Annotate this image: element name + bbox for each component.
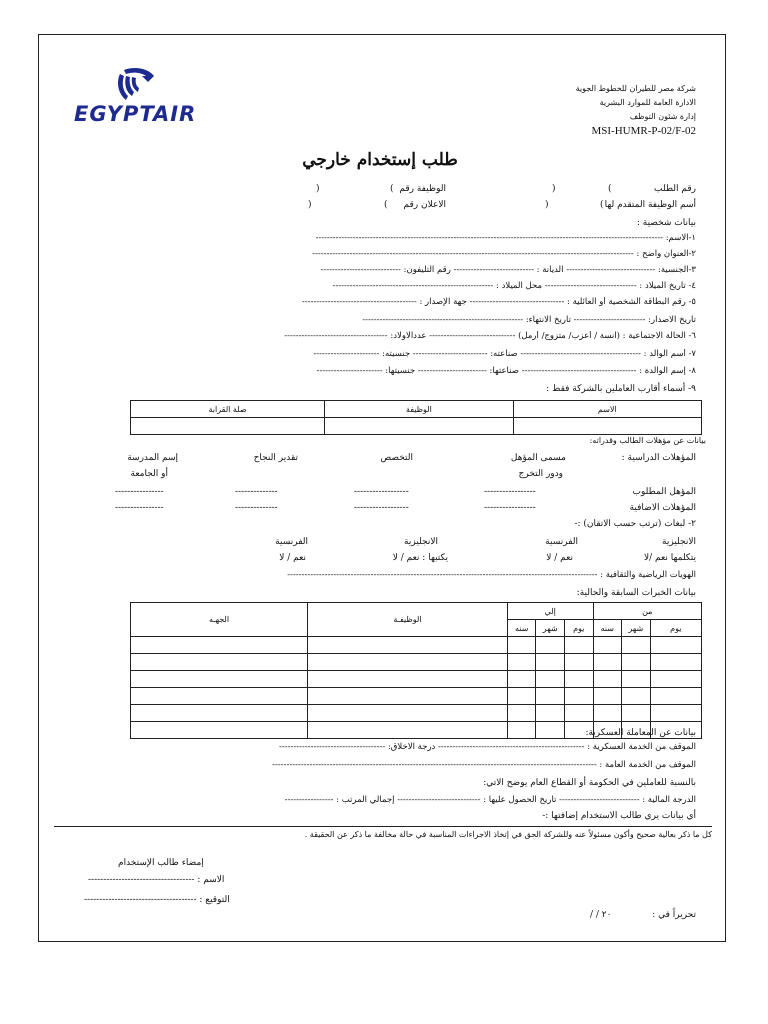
id-card-field[interactable]: ---------------------------------: [469, 297, 565, 307]
exp-cell[interactable]: [308, 688, 508, 705]
additional-field-2[interactable]: ------------------: [354, 503, 409, 513]
exp-cell[interactable]: [131, 722, 308, 739]
military-status-field[interactable]: ---------------------------------------------------: [438, 742, 585, 752]
lang-en-1: الانجليزية: [662, 537, 696, 547]
declaration: كل ما ذكر بعالية صحيح وأكون مسئولاً عنه وللشركة الحق في إتخاذ الاجراءات المناسبة في حالة مخالفة ما ذكر عن الحقيقة .: [304, 830, 712, 839]
exp-cell[interactable]: [507, 637, 536, 654]
row-nationality: [100, 265, 696, 281]
salary-field[interactable]: -----------------: [284, 795, 334, 805]
financial-grade-field[interactable]: ----------------------------: [559, 795, 640, 805]
exp-cell[interactable]: [564, 705, 593, 722]
nationality-label: ٣-الجنسية:: [657, 265, 696, 275]
row-mother: [100, 366, 696, 382]
company-header: [576, 82, 696, 138]
issuer-label: جهة الإصدار :: [419, 297, 467, 307]
exp-cell[interactable]: [622, 688, 651, 705]
nationality-field[interactable]: -------------------------------: [566, 265, 656, 275]
exp-cell[interactable]: [622, 705, 651, 722]
required-field-2[interactable]: ------------------: [354, 487, 409, 497]
gov-heading: بالنسبة للعاملين في الحكومة أو القطاع العام يوضح الاتي:: [483, 778, 696, 788]
father-nat-label: جنسيته:: [382, 349, 411, 359]
father-field[interactable]: ------------------------------------------: [520, 349, 641, 359]
exp-cell[interactable]: [131, 671, 308, 688]
exp-cell[interactable]: [308, 722, 508, 739]
exp-cell[interactable]: [593, 654, 622, 671]
military-heading: بيانات عن المعاملة العسكرية:: [585, 728, 696, 738]
personal-heading: بيانات شخصية :: [636, 218, 696, 228]
exp-cell[interactable]: [308, 654, 508, 671]
grade-date-label: تاريخ الحصول عليها :: [483, 795, 557, 805]
date-field[interactable]: / / ٢٠: [590, 910, 612, 920]
required-label: المؤهل المطلوب: [632, 487, 696, 497]
additional-field-1[interactable]: -----------------: [484, 503, 536, 513]
children-field[interactable]: ------------------------------------: [284, 331, 388, 341]
rel-col-relation: صلة القرابة: [131, 401, 325, 418]
exp-cell[interactable]: [564, 671, 593, 688]
sig-name-field[interactable]: -----------------------------------: [88, 875, 195, 885]
phone-field[interactable]: ----------------------------: [320, 265, 401, 275]
ad-no-open: (: [384, 200, 388, 210]
col-grad-date: ودور التخرج: [518, 469, 563, 479]
required-field-1[interactable]: -----------------: [484, 487, 536, 497]
row-military: [110, 742, 696, 758]
religion-label: الديانة :: [536, 265, 564, 275]
exp-cell[interactable]: [536, 688, 565, 705]
birth-date-field[interactable]: --------------------------------: [544, 281, 637, 291]
exp-cell[interactable]: [536, 654, 565, 671]
rel-cell[interactable]: [131, 418, 325, 435]
col-qual-name: مسمى المؤهل: [510, 453, 566, 463]
qual-heading: بيانات عن مؤهلات الطالب وقدراته:: [589, 436, 706, 445]
separator-line: [54, 826, 712, 827]
mother-field[interactable]: ----------------------------------------: [521, 366, 637, 376]
request-no-close: ): [552, 184, 556, 194]
col-school: إسم المدرسة: [127, 453, 178, 463]
sig-sign-row: [84, 895, 230, 905]
exp-cell[interactable]: [507, 688, 536, 705]
exp-to-month: شهر: [536, 620, 565, 637]
company-line1: شركة مصر للطيران للخطوط الجوية: [575, 84, 696, 93]
issuer-field[interactable]: ----------------------------------------: [301, 297, 417, 307]
lang-en-2: الانجليزية: [404, 537, 438, 547]
exp-from-month: شهر: [622, 620, 651, 637]
company-line2: الادارة العامة للموارد البشرية: [599, 98, 696, 107]
exp-to-year: سنه: [507, 620, 536, 637]
experience-heading: بيانات الخبرات السابقة والحالية:: [576, 588, 696, 598]
job-no-close: ): [316, 184, 320, 194]
company-line3: إدارة شئون التوظف: [629, 112, 696, 121]
exp-cell[interactable]: [622, 671, 651, 688]
row-financial: [100, 795, 696, 811]
father-label: ٧- أسم الوالد :: [643, 349, 696, 359]
signature-label: إمضاء طالب الإستخدام: [118, 858, 204, 868]
name-field[interactable]: -------------------------------------------------------------------------------------------------------------------------: [315, 233, 663, 243]
exp-cell[interactable]: [131, 637, 308, 654]
mother-nat-label: جنسيتها:: [385, 366, 416, 376]
col-grade: تقدير النجاح: [253, 453, 298, 463]
exp-from-day: يوم: [650, 620, 701, 637]
children-label: عددالاولاد:: [390, 331, 427, 341]
exp-job: الوظيفـة: [308, 603, 508, 637]
job-applied-label: أسم الوظيفة المتقدم لها: [604, 200, 696, 210]
egyptair-logo: [74, 64, 209, 130]
exp-cell[interactable]: [536, 722, 565, 739]
mother-label: ٨- إسم الوالدة :: [639, 366, 696, 376]
languages-label: ٢- لبغات (ترتب حسب الاتقان) :-: [574, 519, 696, 529]
exp-cell[interactable]: [650, 637, 701, 654]
hobbies-field[interactable]: ------------------------------------------------------------------------------------------------------------: [287, 570, 598, 580]
exp-cell[interactable]: [131, 688, 308, 705]
rel-cell[interactable]: [325, 418, 513, 435]
address-field[interactable]: ----------------------------------------------------------------------------------------------------------------: [312, 249, 634, 259]
exp-cell[interactable]: [507, 705, 536, 722]
military-status-label: الموقف من الخدمة العسكرية :: [587, 742, 696, 752]
religion-field[interactable]: ----------------------------: [453, 265, 534, 275]
academic-label: المؤهلات الدراسية :: [621, 453, 696, 463]
row-address: [100, 249, 696, 265]
mother-job-field[interactable]: ------------------------: [417, 366, 487, 376]
additional-label: المؤهلات الاضافية: [629, 503, 696, 513]
additional-field-3[interactable]: --------------: [235, 503, 278, 513]
required-field-3[interactable]: --------------: [235, 487, 278, 497]
grade-date-field[interactable]: -----------------------------: [397, 795, 481, 805]
exp-cell[interactable]: [308, 637, 508, 654]
sig-sign-label: التوقيع :: [199, 895, 230, 905]
exp-cell[interactable]: [564, 654, 593, 671]
extra-label: أي بيانات يري طالب الاستخدام إضافتها :-: [542, 811, 696, 821]
row-id: [70, 297, 696, 313]
job-applied-open: (: [600, 200, 604, 210]
required-field-4[interactable]: ----------------: [115, 487, 164, 497]
exp-cell[interactable]: [536, 637, 565, 654]
job-no-label: الوظيفة رقم: [399, 184, 446, 194]
row-birth: [70, 281, 696, 297]
row-father: [100, 349, 696, 365]
exp-cell[interactable]: [622, 654, 651, 671]
exp-cell[interactable]: [593, 705, 622, 722]
exp-cell[interactable]: [507, 722, 536, 739]
exp-cell[interactable]: [507, 654, 536, 671]
conduct-field[interactable]: -------------------------------------: [278, 742, 386, 752]
expiry-date-field[interactable]: --------------------------------------------------------: [362, 315, 524, 325]
father-nat-field[interactable]: -----------------------: [313, 349, 380, 359]
birth-place-field[interactable]: --------------------------------------------------------: [332, 281, 494, 291]
exp-cell[interactable]: [593, 688, 622, 705]
speak-label: يتكلمها نعم /لا: [644, 553, 696, 563]
exp-cell[interactable]: [650, 671, 701, 688]
id-card-label: ٥- رقم البطاقة الشخصية أو العائلية :: [567, 297, 696, 307]
phone-label: رقم التليفون:: [403, 265, 451, 275]
issue-date-field[interactable]: -------------------------: [573, 315, 646, 325]
exp-from-year: سنه: [593, 620, 622, 637]
issue-date-label: تاريخ الاصدار:: [648, 315, 696, 325]
sig-sign-field[interactable]: -------------------------------------: [84, 895, 197, 905]
experience-table: [130, 602, 702, 739]
exp-cell[interactable]: [650, 688, 701, 705]
exp-cell[interactable]: [131, 705, 308, 722]
lang-fr-2: الفرنسية: [275, 537, 308, 547]
exp-to: إلي: [507, 603, 593, 620]
speak-fr[interactable]: نعم / لا: [546, 553, 573, 563]
exp-cell[interactable]: [507, 671, 536, 688]
request-no-open: (: [608, 184, 612, 194]
col-univ: أو الجامعة: [130, 469, 168, 479]
request-no-label: رقم الطلب: [654, 184, 696, 194]
exp-cell[interactable]: [564, 637, 593, 654]
exp-from: من: [593, 603, 701, 620]
exp-cell[interactable]: [308, 671, 508, 688]
row-hobbies: [110, 570, 696, 586]
father-job-label: صناعته:: [490, 349, 518, 359]
mother-job-label: صناعتها:: [489, 366, 519, 376]
mother-nat-field[interactable]: -----------------------: [316, 366, 383, 376]
marital-label: ٦- الحالة الاجتماعية : (آنسة / أعزب/ متزوج/ أرمل): [518, 331, 696, 341]
write-label[interactable]: يكتبها : نعم / لا: [392, 553, 448, 563]
public-service-label: الموقف من الخدمة العامة :: [599, 760, 696, 770]
rel-col-job: الوظيفة: [325, 401, 513, 418]
row-public-service: [110, 760, 696, 776]
sig-name-label: الاسم :: [197, 875, 225, 885]
additional-field-4[interactable]: ----------------: [115, 503, 164, 513]
exp-cell[interactable]: [593, 637, 622, 654]
brand-name: EGYPTAIR: [74, 102, 197, 126]
relatives-label: ٩- أسماء أقارب العاملين بالشركة فقط :: [546, 384, 696, 394]
row-issue-date: [100, 315, 696, 331]
form-code: MSI-HUMR-P-02/F-02: [591, 125, 696, 137]
birth-place-label: محل الميلاد :: [496, 281, 543, 291]
job-no-open: (: [390, 184, 394, 194]
financial-grade-label: الدرجة المالية :: [642, 795, 696, 805]
name-label: ١-الاسم:: [665, 233, 696, 243]
exp-cell[interactable]: [593, 671, 622, 688]
marital-field[interactable]: ------------------------------: [429, 331, 516, 341]
birth-date-label: ٤- تاريخ الميلاد :: [639, 281, 696, 291]
exp-entity: الجهـه: [131, 603, 308, 637]
public-service-field[interactable]: -----------------------------------------------------------------------------------------------------------------: [272, 760, 597, 770]
exp-cell[interactable]: [308, 705, 508, 722]
dated-label: تحريراً في :: [652, 910, 696, 920]
exp-cell[interactable]: [131, 654, 308, 671]
exp-cell[interactable]: [622, 637, 651, 654]
lang-fr-1: الفرنسية: [545, 537, 578, 547]
exp-cell[interactable]: [536, 671, 565, 688]
job-applied-close: ): [545, 200, 549, 210]
hobbies-label: الهويات الرياضية والثقافية :: [600, 570, 696, 580]
exp-to-day: يوم: [564, 620, 593, 637]
rel-cell[interactable]: [513, 418, 701, 435]
ad-no-label: الاعلان رقم: [403, 200, 446, 210]
exp-cell[interactable]: [650, 654, 701, 671]
conduct-label: درجة الاخلاق:: [387, 742, 436, 752]
sig-name-row: [88, 875, 224, 885]
exp-cell[interactable]: [536, 705, 565, 722]
rel-col-name: الاسم: [513, 401, 701, 418]
write-fr[interactable]: نعم / لا: [279, 553, 306, 563]
relatives-table: [130, 400, 702, 435]
exp-cell[interactable]: [650, 705, 701, 722]
ad-no-close: ): [308, 200, 312, 210]
row-marital: [100, 331, 696, 347]
exp-cell[interactable]: [564, 688, 593, 705]
father-job-field[interactable]: --------------------------: [412, 349, 488, 359]
row-name: [100, 233, 696, 249]
col-spec: التخصص: [380, 453, 413, 463]
form-title: طلب إستخدام خارجي: [302, 150, 458, 170]
address-label: ٢-العنوان واضح :: [636, 249, 696, 259]
salary-label: إجمالي المرتب :: [336, 795, 395, 805]
expiry-date-label: تاريخ الانتهاء:: [525, 315, 571, 325]
